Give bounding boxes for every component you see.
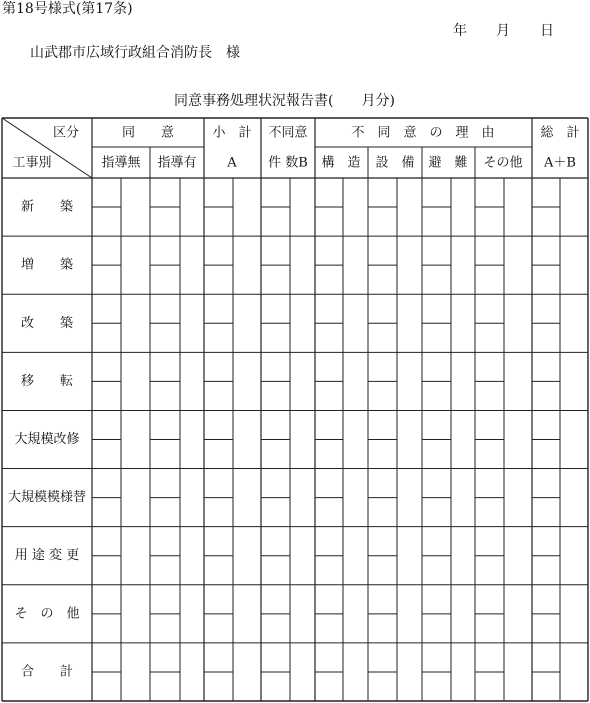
header-disagree-reasons: 不 同 意 の 理 由 [351,125,495,141]
row-label: 用 途 変 更 [14,548,80,564]
date-day-label: 日 [540,23,554,39]
header-agree: 同 意 [121,125,175,141]
header-grand-total: 総 計 [540,125,580,141]
report-title: 同意事務処理状況報告書( 月分) [174,93,395,109]
row-label: 大規模改修 [14,432,80,447]
row-label: 新 築 [20,199,74,215]
date-month-label: 月 [496,23,510,39]
header-reason-evacuation: 避 難 [428,155,468,171]
corner-label-work-type: 工事別 [12,155,52,171]
form-number: 第18号様式(第17条) [2,1,133,17]
row-label: 改 築 [20,315,74,331]
header-subtotal: 小 計 [212,125,252,141]
header-disagree-count-top: 不同意 [268,125,308,141]
header-reason-other: その他 [483,155,523,171]
header-disagree-count-b: 件 数B [268,155,308,171]
row-label: 大規模模様替 [7,490,87,506]
date-year-label: 年 [453,23,467,39]
row-label: 合 計 [20,664,74,680]
header-with-guidance: 指導有 [157,155,197,171]
header-reason-equipment: 設 備 [375,155,415,171]
header-reason-structure: 構 造 [321,155,361,171]
header-no-guidance: 指導無 [101,155,141,171]
header-subtotal-a: A [227,155,237,171]
row-label: 移 転 [20,373,74,389]
corner-label-category: 区分 [52,125,80,141]
row-label: 増 築 [20,257,74,273]
row-label: そ の 他 [14,606,80,622]
addressee: 山武郡市広域行政組合消防長 様 [30,45,240,61]
header-total-formula: A＋B [544,155,576,171]
